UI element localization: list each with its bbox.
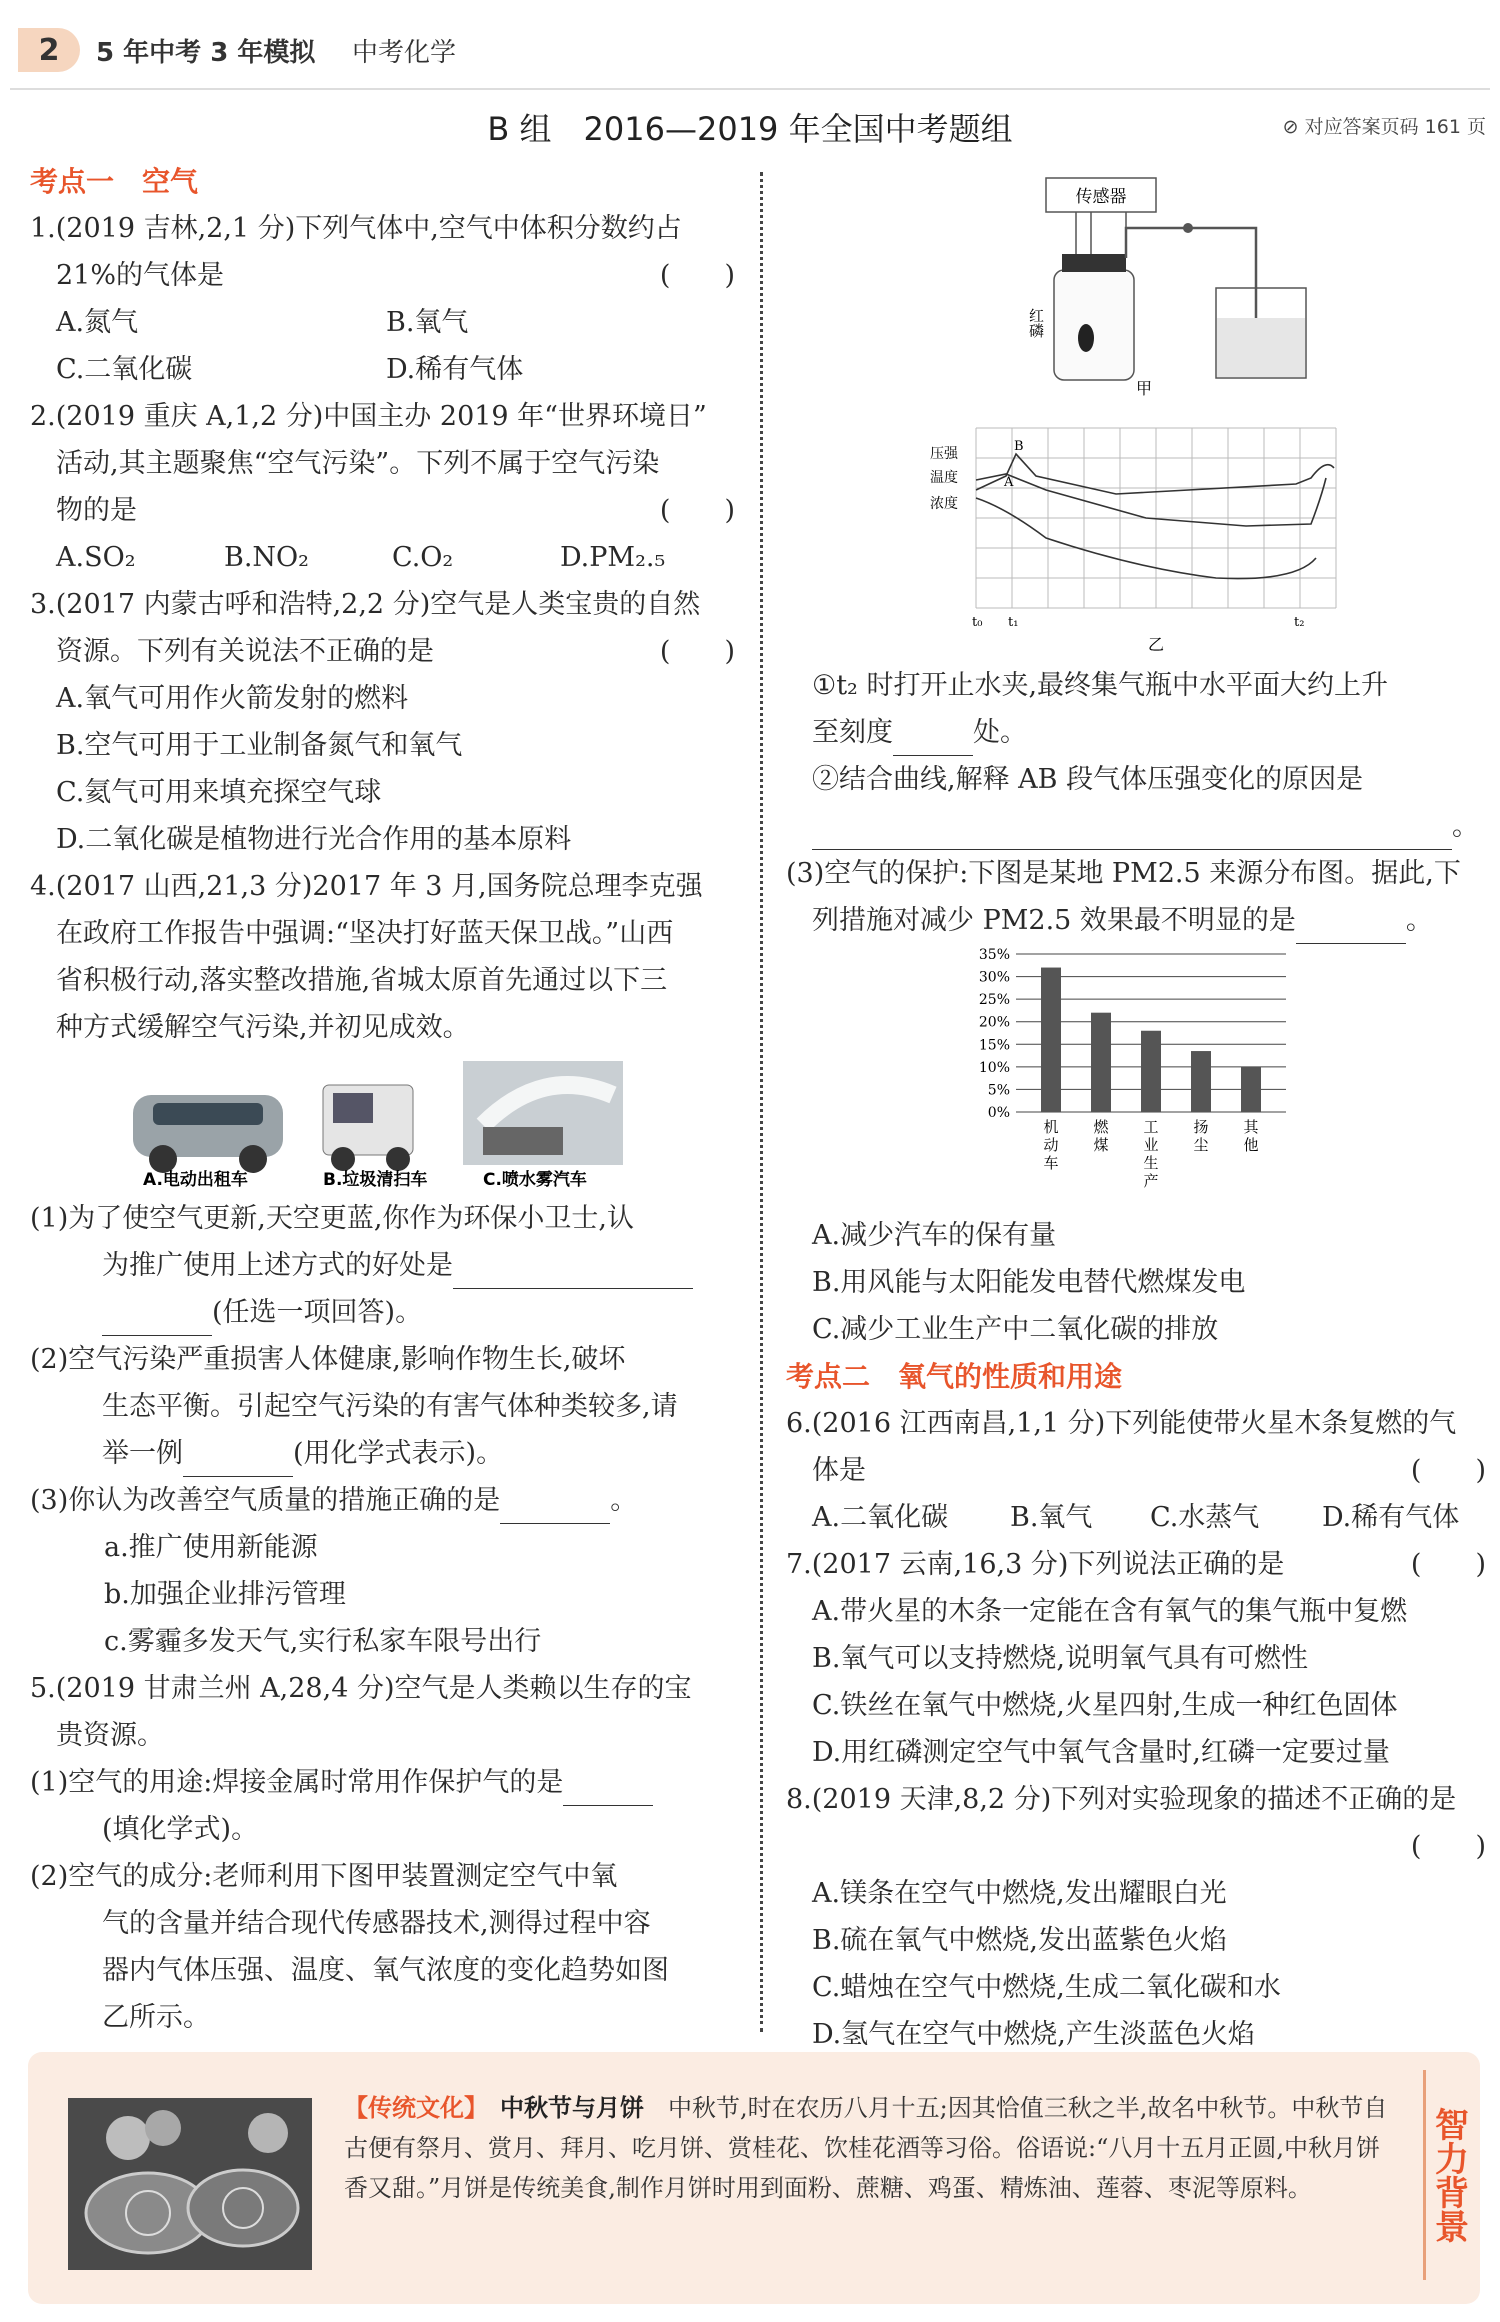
header-rule <box>10 88 1490 90</box>
pm25-chart-figure <box>786 944 1486 1212</box>
q5-part3-option-b: B.用风能与太阳能发电替代燃煤发电 <box>812 1267 1246 1298</box>
water-mist-truck-image <box>463 1061 623 1165</box>
q2-option-c: C.O₂ <box>392 542 454 573</box>
q4-part2-line2: 生态平衡。引起空气污染的有害气体种类较多,请 <box>102 1391 678 1422</box>
q7-option-c: C.铁丝在氧气中燃烧,火星四射,生成一种红色固体 <box>812 1690 1398 1721</box>
q3-option-d: D.二氧化碳是植物进行光合作用的基本原料 <box>56 824 572 855</box>
book-brand: 5 年中考 3 年模拟 <box>96 38 316 68</box>
q8-option-d: D.氢气在空气中燃烧,产生淡蓝色火焰 <box>812 2019 1255 2050</box>
temperature-label: 温度 <box>930 470 958 486</box>
x-category-label: 产 <box>1143 1172 1159 1190</box>
bar-其他 <box>1241 1067 1261 1112</box>
oxygen-concentration-curve <box>976 498 1316 579</box>
q5-part2-line3: 器内气体压强、温度、氧气浓度的变化趋势如图 <box>102 1955 669 1986</box>
q3-option-b: B.空气可用于工业制备氮气和氧气 <box>56 730 463 761</box>
y-tick-label: 15% <box>978 1037 1010 1054</box>
q8-stem: 8.(2019 天津,8,2 分)下列对实验现象的描述不正确的是 <box>786 1784 1457 1815</box>
q2-stem-2: 活动,其主题聚焦“空气污染”。下列不属于空气污染 <box>56 448 660 479</box>
q2-stem-3 <box>30 487 735 534</box>
t2-label: t₂ <box>1294 615 1305 630</box>
q4-vehicle-images <box>123 1055 643 1191</box>
q3-stem-2-text: 资源。下列有关说法不正确的是 <box>56 636 434 667</box>
q4-part1-line2 <box>30 1242 735 1289</box>
q4-stem-4: 种方式缓解空气污染,并初见成效。 <box>56 1012 470 1043</box>
q1-option-b: B.氧气 <box>386 307 469 338</box>
pressure-label: 压强 <box>930 446 958 462</box>
culture-tag: 【传统文化】 <box>344 2094 476 2122</box>
q5-part3-option-c: C.减少工业生产中二氧化碳的排放 <box>812 1314 1219 1345</box>
figure-yi-label: 乙 <box>1148 635 1165 654</box>
answer-paren: ( ) <box>1410 1831 1486 1862</box>
q4-part3-blank[interactable] <box>500 1495 610 1524</box>
q2-option-b: B.NO₂ <box>224 542 310 573</box>
q5-part3-option-a: A.减少汽车的保有量 <box>812 1220 1057 1251</box>
q4-part3: (3)你认为改善空气质量的措施正确的是 。 <box>30 1477 735 1524</box>
answer-paren: ( ) <box>659 260 735 291</box>
page-number: 2 <box>18 28 80 72</box>
image-label-c: C.喷水雾汽车 <box>482 1170 587 1190</box>
q4-part1-line1: (1)为了使空气更新,天空更蓝,你作为环保小卫士,认 <box>30 1203 634 1234</box>
right-column <box>786 158 1486 2058</box>
q5-part2-line2: 气的含量并结合现代传感器技术,测得过程中容 <box>102 1908 651 1939</box>
figure-jia <box>786 158 1486 398</box>
q7-option-d: D.用红磷测定空气中氧气含量时,红磷一定要过量 <box>812 1737 1390 1768</box>
q1-option-d: D.稀有气体 <box>386 354 524 385</box>
q5-part2-sub1-line2 <box>786 709 1486 756</box>
q2-stem-3-text: 物的是 <box>56 495 137 526</box>
kp1-heading: 考点一 空气 <box>30 165 199 198</box>
q2-option-d: D.PM₂.₅ <box>560 542 666 573</box>
q4-part2-line3 <box>30 1430 735 1477</box>
q5-part3-text: 列措施对减少 PM2.5 效果最不明显的是 <box>812 905 1296 936</box>
q7-option-a: A.带火星的木条一定能在含有氧气的集气瓶中复燃 <box>812 1596 1408 1627</box>
q3-stem-1: 3.(2017 内蒙古呼和浩特,2,2 分)空气是人类宝贵的自然 <box>30 589 701 620</box>
answer-reference <box>1283 112 1486 139</box>
q5-part2-line4: 乙所示。 <box>102 2002 210 2033</box>
q3-option-c: C.氦气可用来填充探空气球 <box>56 777 382 808</box>
answer-paren: ( ) <box>659 495 735 526</box>
gas-bottle <box>1054 270 1134 380</box>
check-icon: ⊘ <box>1282 116 1299 138</box>
q7-stem-text: 7.(2017 云南,16,3 分)下列说法正确的是 <box>786 1549 1285 1580</box>
bar-扬尘 <box>1191 1051 1211 1112</box>
q8-option-a: A.镁条在空气中燃烧,发出耀眼白光 <box>812 1878 1227 1909</box>
q8-paren-line <box>786 1823 1486 1870</box>
rubber-stopper <box>1062 254 1126 272</box>
q3-stem-2 <box>30 628 735 675</box>
x-category-label: 车 <box>1043 1154 1059 1172</box>
x-category-label: 煤 <box>1093 1136 1109 1154</box>
q5-part1-text: (1)空气的用途:焊接金属时常用作保护气的是 <box>30 1767 564 1798</box>
left-column <box>30 158 735 2041</box>
kp2-heading: 考点二 氧气的性质和用途 <box>786 1360 1123 1393</box>
q2-option-a: A.SO₂ <box>56 542 136 573</box>
apparatus-diagram <box>926 158 1346 398</box>
red-phosphorus <box>1078 324 1094 352</box>
q4-part1-blank-2[interactable] <box>102 1307 212 1336</box>
q4-part1-blank[interactable] <box>453 1260 693 1289</box>
x-category-label: 生 <box>1143 1154 1159 1172</box>
q4-part1-note: (任选一项回答)。 <box>212 1297 423 1328</box>
q1-stem-2-text: 21%的气体是 <box>56 260 225 291</box>
x-category-label: 他 <box>1243 1136 1259 1154</box>
t1-label: t₁ <box>1008 615 1019 630</box>
t0-label: t₀ <box>972 615 983 630</box>
q5-part2-sub2-blank[interactable] <box>812 821 1452 850</box>
x-category-label: 工 <box>1143 1118 1159 1136</box>
q5-part2-sub2-answer-line: 。 <box>786 803 1486 850</box>
q4-part1-line3 <box>30 1289 735 1336</box>
q6-stem-2-text: 体是 <box>812 1455 866 1486</box>
q7-stem <box>786 1541 1486 1588</box>
bar-工业生产 <box>1141 1031 1161 1112</box>
q5-part2-sub1-end: 处。 <box>973 717 1027 748</box>
figure-jia-label: 甲 <box>1136 379 1153 398</box>
q5-part1-line1 <box>30 1759 735 1806</box>
q1-options-row2 <box>30 346 735 393</box>
culture-title: 中秋节与月饼 <box>500 2094 644 2122</box>
figure-yi <box>786 398 1486 662</box>
column-divider <box>760 172 763 2032</box>
culture-text <box>344 2088 1394 2208</box>
answer-paren: ( ) <box>1410 1455 1486 1486</box>
y-tick-label: 20% <box>978 1014 1010 1031</box>
q1-option-c: C.二氧化碳 <box>56 354 193 385</box>
q1-stem-1: 1.(2019 吉林,2,1 分)下列气体中,空气中体积分数约占 <box>30 213 682 244</box>
q2-stem-1: 2.(2019 重庆 A,1,2 分)中国主办 2019 年“世界环境日” <box>30 401 707 432</box>
q5-part1-line2: (填化学式)。 <box>102 1814 259 1845</box>
q4-part2-note: (用化学式表示)。 <box>293 1438 504 1469</box>
answer-paren: ( ) <box>659 636 735 667</box>
q5-stem-1: 5.(2019 甘肃兰州 A,28,4 分)空气是人类赖以生存的宝 <box>30 1673 692 1704</box>
group-title: B 组 2016—2019 年全国中考题组 <box>487 110 1013 148</box>
x-category-label: 机 <box>1043 1118 1059 1136</box>
phosphorus-label: 红磷 <box>1027 308 1045 338</box>
answer-reference-text: 对应答案页码 161 页 <box>1304 116 1486 138</box>
q5-part3-line1: (3)空气的保护:下图是某地 PM2.5 来源分布图。据此,下 <box>786 858 1461 889</box>
concentration-label: 浓度 <box>930 496 958 512</box>
x-category-label: 业 <box>1143 1136 1159 1154</box>
image-label-a: A.电动出租车 <box>142 1170 248 1190</box>
sensor-label: 传感器 <box>1075 187 1127 207</box>
q4-stem-1: 4.(2017 山西,21,3 分)2017 年 3 月,国务院总理李克强 <box>30 871 703 902</box>
q5-part2-sub1-text: 至刻度 <box>812 717 893 748</box>
q5-part2-sub2: ②结合曲线,解释 AB 段气体压强变化的原因是 <box>812 764 1364 795</box>
q2-options <box>30 534 735 581</box>
q6-option-d: D.稀有气体 <box>1322 1502 1460 1533</box>
image-label-b: B.垃圾清扫车 <box>322 1170 427 1190</box>
q4-part2-text: 举一例 <box>102 1438 183 1469</box>
bar-机动车 <box>1041 968 1061 1112</box>
q6-option-a: A.二氧化碳 <box>812 1502 949 1533</box>
x-category-label: 扬 <box>1193 1118 1209 1136</box>
x-category-label: 燃 <box>1093 1118 1109 1136</box>
y-tick-label: 35% <box>978 947 1010 963</box>
q5-part1-blank[interactable] <box>563 1777 653 1806</box>
q6-option-b: B.氧气 <box>1010 1502 1093 1533</box>
q4-part3-text: (3)你认为改善空气质量的措施正确的是 <box>30 1485 501 1516</box>
q5-part2-sub1-blank[interactable] <box>893 727 973 756</box>
q4-stem-3: 省积极行动,落实整改措施,省城太原首先通过以下三 <box>56 965 668 996</box>
mooncake-photo <box>68 2098 312 2270</box>
street-sweeper-image <box>323 1085 413 1171</box>
q6-stem-1: 6.(2016 江西南昌,1,1 分)下列能使带火星木条复燃的气 <box>786 1408 1457 1439</box>
y-tick-label: 30% <box>978 969 1010 986</box>
q1-stem-2 <box>30 252 735 299</box>
bar-燃煤 <box>1091 1013 1111 1112</box>
electric-taxi-image <box>133 1095 283 1173</box>
answer-paren: ( ) <box>1410 1549 1486 1580</box>
beaker-water <box>1217 318 1305 377</box>
q7-option-b: B.氧气可以支持燃烧,说明氧气具有可燃性 <box>812 1643 1309 1674</box>
water-clamp <box>1183 223 1193 233</box>
subject-label: 中考化学 <box>352 38 457 68</box>
culture-body: 中秋节,时在农历八月十五;因其恰值三秋之半,故名中秋节。中秋节自古便有祭月、赏月、拜月、吃月饼、赏桂花、饮桂花酒等习俗。俗语说:“八月十五月正圆,中秋月饼香又甜。”月饼是传统美食,制作月饼时用到面粉、蔗糖、鸡蛋、精炼油、莲蓉、枣泥等原料。 <box>344 2094 1388 2202</box>
q6-stem-2 <box>786 1447 1486 1494</box>
sensor-curves-chart <box>916 398 1356 658</box>
page-header <box>0 0 1500 100</box>
q5-stem-2: 贵资源。 <box>56 1720 164 1751</box>
q4-part2-line1: (2)空气污染严重损害人体健康,影响作物生长,破坏 <box>30 1344 626 1375</box>
q4-figure <box>30 1055 735 1195</box>
q8-option-b: B.硫在氧气中燃烧,发出蓝紫色火焰 <box>812 1925 1228 1956</box>
q4-stem-2: 在政府工作报告中强调:“坚决打好蓝天保卫战。”山西 <box>56 918 674 949</box>
point-b-label: B <box>1014 439 1024 454</box>
q3-option-a: A.氧气可用作火箭发射的燃料 <box>56 683 409 714</box>
q1-option-a: A.氮气 <box>56 307 139 338</box>
x-category-label: 动 <box>1043 1136 1059 1154</box>
y-tick-label: 5% <box>987 1082 1010 1099</box>
brain-background-logo: 智力背景 <box>1423 2070 1472 2280</box>
x-category-label: 其 <box>1243 1118 1259 1136</box>
q5-part2-line1: (2)空气的成分:老师利用下图甲装置测定空气中氧 <box>30 1861 618 1892</box>
q5-part2-sub1-line1: ①t₂ 时打开止水夹,最终集气瓶中水平面大约上升 <box>812 670 1389 701</box>
q1-options-row1 <box>30 299 735 346</box>
q4-part3-option-c: c.雾霾多发天气,实行私家车限号出行 <box>104 1626 542 1657</box>
q6-options <box>786 1494 1486 1541</box>
q4-part3-option-a: a.推广使用新能源 <box>104 1532 318 1563</box>
y-tick-label: 25% <box>978 992 1010 1009</box>
q4-part1-text: 为推广使用上述方式的好处是 <box>102 1250 453 1281</box>
point-a-label: A <box>1004 475 1014 490</box>
y-tick-label: 0% <box>987 1105 1010 1121</box>
q5-part3-line2: 列措施对减少 PM2.5 效果最不明显的是 。 <box>786 897 1486 944</box>
q4-part2-blank[interactable] <box>183 1448 293 1477</box>
q8-option-c: C.蜡烛在空气中燃烧,生成二氧化碳和水 <box>812 1972 1281 2003</box>
y-tick-label: 10% <box>978 1059 1010 1076</box>
pm25-bar-chart <box>956 944 1316 1212</box>
q5-part3-blank[interactable] <box>1296 915 1406 944</box>
q6-option-c: C.水蒸气 <box>1150 1502 1260 1533</box>
culture-box <box>28 2052 1480 2304</box>
q4-part3-option-b: b.加强企业排污管理 <box>104 1579 346 1610</box>
x-category-label: 尘 <box>1193 1136 1209 1154</box>
